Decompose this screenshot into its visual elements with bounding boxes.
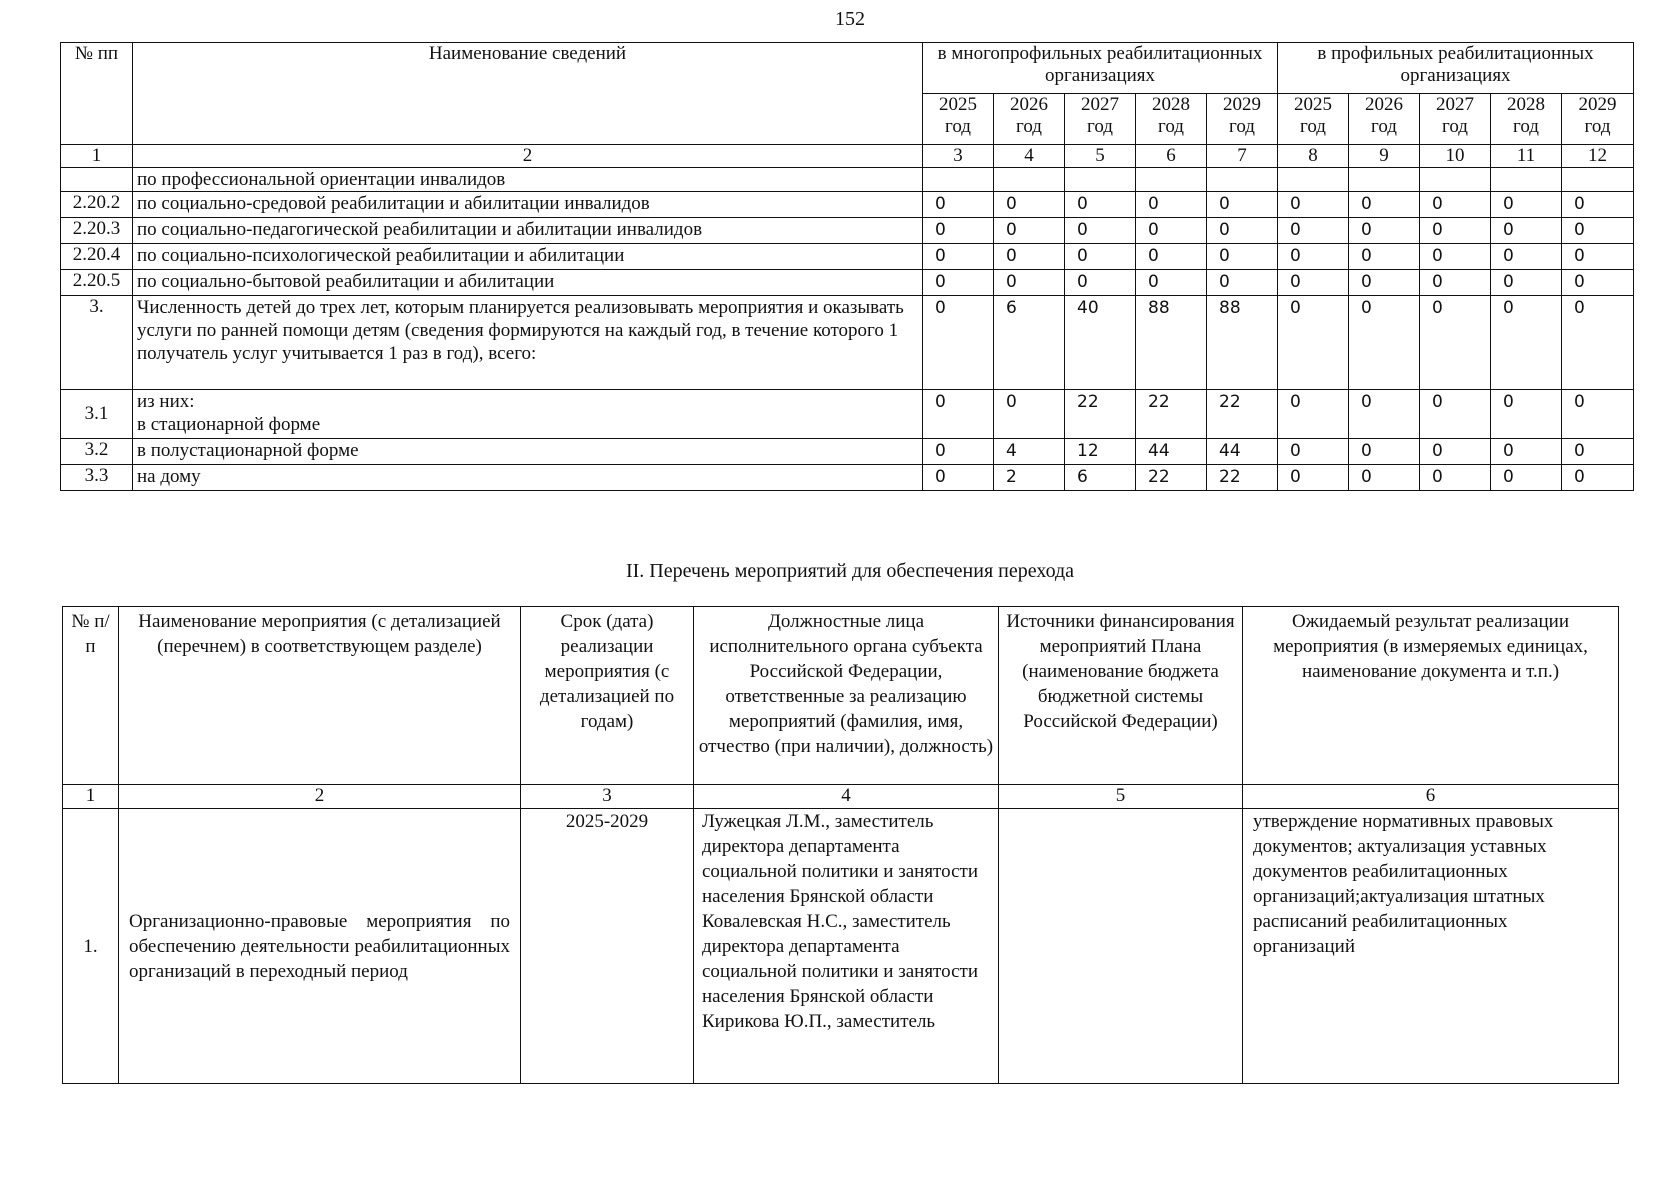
row-term: 2025-2029 bbox=[521, 809, 694, 1084]
row-value: 0 bbox=[1278, 296, 1349, 390]
row-value: 0 bbox=[1420, 270, 1491, 296]
row-value: 0 bbox=[1491, 244, 1562, 270]
row-value: 0 bbox=[1349, 270, 1420, 296]
row-value: 0 bbox=[994, 218, 1065, 244]
row-value: 0 bbox=[1136, 192, 1207, 218]
row-value: 0 bbox=[1491, 192, 1562, 218]
row-name: Численность детей до трех лет, которым планируется реализовывать мероприятия и оказывать услуги по ранней помощи детям (сведения формируются на каждый год, в течение которого 1 получатель услуг учитывается 1 раз в год), всего: bbox=[133, 296, 923, 390]
row-value: 22 bbox=[1207, 465, 1278, 491]
row-num: 2.20.4 bbox=[61, 244, 133, 270]
header-funding: Источники финансирования мероприятий Плана (наименование бюджета бюджетной системы Российской Федерации) bbox=[999, 607, 1243, 785]
column-number: 1 bbox=[63, 785, 119, 809]
column-number: 4 bbox=[694, 785, 999, 809]
row-name: по социально-бытовой реабилитации и абилитации bbox=[133, 270, 923, 296]
row-value: 12 bbox=[1065, 439, 1136, 465]
column-number: 10 bbox=[1420, 145, 1491, 168]
row-value: 0 bbox=[1420, 296, 1491, 390]
row-value: 0 bbox=[1065, 270, 1136, 296]
row-value: 0 bbox=[1136, 244, 1207, 270]
column-number: 7 bbox=[1207, 145, 1278, 168]
row-value: 0 bbox=[923, 244, 994, 270]
row-value: 0 bbox=[994, 270, 1065, 296]
row-value: 0 bbox=[923, 439, 994, 465]
header-year: 2027 год bbox=[1065, 94, 1136, 145]
row-value: 0 bbox=[1420, 465, 1491, 491]
row-value: 0 bbox=[1491, 465, 1562, 491]
header-officials: Должностные лица исполнительного органа субъекта Российской Федерации, ответственные за реализацию мероприятий (фамилия, имя, отчество (при наличии), должность) bbox=[694, 607, 999, 785]
row-value: 0 bbox=[1562, 390, 1634, 439]
row-value: 0 bbox=[1349, 244, 1420, 270]
row-value: 0 bbox=[1420, 439, 1491, 465]
row-name: по социально-средовой реабилитации и абилитации инвалидов bbox=[133, 192, 923, 218]
row-value: 0 bbox=[1278, 218, 1349, 244]
row-value: 4 bbox=[994, 439, 1065, 465]
column-number: 12 bbox=[1562, 145, 1634, 168]
row-value: 0 bbox=[1420, 192, 1491, 218]
header-year: 2025 год bbox=[1278, 94, 1349, 145]
header-year: 2028 год bbox=[1491, 94, 1562, 145]
row-name: из них: в стационарной форме bbox=[133, 390, 923, 439]
column-number: 5 bbox=[1065, 145, 1136, 168]
row-value: 0 bbox=[923, 192, 994, 218]
table-row bbox=[61, 218, 1634, 244]
row-value: 0 bbox=[1136, 270, 1207, 296]
row-value: 0 bbox=[1491, 296, 1562, 390]
header-result: Ожидаемый результат реализации мероприятия (в измеряемых единицах, наименование документа и т.п.) bbox=[1243, 607, 1619, 785]
row-value: 0 bbox=[923, 465, 994, 491]
rehab-statistics-table bbox=[60, 42, 1634, 491]
row-value: 0 bbox=[1420, 244, 1491, 270]
row-value: 0 bbox=[1562, 192, 1634, 218]
column-number: 2 bbox=[133, 145, 923, 168]
row-value: 22 bbox=[1065, 390, 1136, 439]
header-year: 2027 год bbox=[1420, 94, 1491, 145]
row-value: 0 bbox=[1349, 192, 1420, 218]
header-name: Наименование сведений bbox=[133, 43, 923, 145]
row-measure-name: Организационно-правовые мероприятия по обеспечению деятельности реабилитационных организаций в переходный период bbox=[119, 809, 521, 1084]
column-numbers-row bbox=[63, 785, 1619, 809]
row-value: 0 bbox=[1136, 218, 1207, 244]
header-row bbox=[63, 607, 1619, 785]
row-value: 0 bbox=[1349, 218, 1420, 244]
column-numbers-row bbox=[61, 145, 1634, 168]
row-value: 0 bbox=[1278, 192, 1349, 218]
header-year: 2029 год bbox=[1562, 94, 1634, 145]
row-value: 0 bbox=[1349, 465, 1420, 491]
row-value: 0 bbox=[1491, 270, 1562, 296]
row-num: 3. bbox=[61, 296, 133, 390]
row-value: 88 bbox=[1136, 296, 1207, 390]
row-value: 0 bbox=[1278, 390, 1349, 439]
row-value: 0 bbox=[1278, 270, 1349, 296]
header-year: 2029 год bbox=[1207, 94, 1278, 145]
row-value: 2 bbox=[994, 465, 1065, 491]
row-value: 0 bbox=[1420, 390, 1491, 439]
row-value: 22 bbox=[1136, 390, 1207, 439]
header-year: 2026 год bbox=[994, 94, 1065, 145]
row-value: 0 bbox=[1065, 192, 1136, 218]
row-value: 6 bbox=[1065, 465, 1136, 491]
table-row bbox=[61, 465, 1634, 491]
row-value: 0 bbox=[1207, 244, 1278, 270]
header-group-profile: в профильных реабилитационных организациях bbox=[1278, 43, 1634, 94]
row-num: 3.3 bbox=[61, 465, 133, 491]
row-value: 0 bbox=[1207, 270, 1278, 296]
row-funding bbox=[999, 809, 1243, 1084]
measures-table bbox=[62, 606, 1619, 1084]
row-value: 0 bbox=[1562, 244, 1634, 270]
column-number: 2 bbox=[119, 785, 521, 809]
table-row bbox=[61, 439, 1634, 465]
row-value: 0 bbox=[1278, 439, 1349, 465]
row-result: утверждение нормативных правовых документов; актуализация уставных документов реабилитационных организаций;актуализация штатных расписаний реабилитационных организаций bbox=[1243, 809, 1619, 1084]
row-value: 0 bbox=[994, 390, 1065, 439]
row-name: на дому bbox=[133, 465, 923, 491]
row-name: в полустационарной форме bbox=[133, 439, 923, 465]
header-group-multiprofile: в многопрофильных реабилитационных организациях bbox=[923, 43, 1278, 94]
row-num: 3.1 bbox=[61, 390, 133, 439]
table-row bbox=[61, 390, 1634, 439]
header-num: № пп bbox=[61, 43, 133, 145]
row-value: 44 bbox=[1207, 439, 1278, 465]
row-value: 22 bbox=[1136, 465, 1207, 491]
row-value: 0 bbox=[994, 244, 1065, 270]
row-value: 0 bbox=[1207, 218, 1278, 244]
table-row bbox=[61, 296, 1634, 390]
row-value: 22 bbox=[1207, 390, 1278, 439]
column-number: 1 bbox=[61, 145, 133, 168]
row-num: 1. bbox=[63, 809, 119, 1084]
row-name: по социально-психологической реабилитации и абилитации bbox=[133, 244, 923, 270]
row-value: 0 bbox=[1491, 390, 1562, 439]
row-value: 0 bbox=[1562, 465, 1634, 491]
row-value: 0 bbox=[1065, 244, 1136, 270]
row-value: 0 bbox=[1278, 244, 1349, 270]
header-term: Срок (дата) реализации мероприятия (с детализацией по годам) bbox=[521, 607, 694, 785]
row-value: 0 bbox=[1207, 192, 1278, 218]
row-name: по социально-педагогической реабилитации и абилитации инвалидов bbox=[133, 218, 923, 244]
row-value: 0 bbox=[1349, 439, 1420, 465]
row-value: 0 bbox=[923, 296, 994, 390]
column-number: 6 bbox=[1243, 785, 1619, 809]
section-title: II. Перечень мероприятий для обеспечения перехода bbox=[625, 560, 1075, 582]
page-number: 152 bbox=[835, 8, 865, 30]
row-value: 0 bbox=[1562, 296, 1634, 390]
column-number: 3 bbox=[521, 785, 694, 809]
row-value: 0 bbox=[1278, 465, 1349, 491]
row-num: 2.20.3 bbox=[61, 218, 133, 244]
column-number: 3 bbox=[923, 145, 994, 168]
table-row-continued bbox=[61, 168, 1634, 192]
row-value: 0 bbox=[1562, 439, 1634, 465]
row-value: 0 bbox=[923, 270, 994, 296]
row-value: 0 bbox=[1562, 218, 1634, 244]
row-value: 0 bbox=[1349, 296, 1420, 390]
row-num: 2.20.5 bbox=[61, 270, 133, 296]
row-value: 0 bbox=[923, 390, 994, 439]
row-value: 0 bbox=[1349, 390, 1420, 439]
row-officials: Лужецкая Л.М., заместитель директора департамента социальной политики и занятости населения Брянской области Ковалевская Н.С., заместитель директора департамента социальной политики и занятости населения Брянской области Кирикова Ю.П., заместитель bbox=[694, 809, 999, 1084]
column-number: 5 bbox=[999, 785, 1243, 809]
row-name: по профессиональной ориентации инвалидов bbox=[133, 168, 923, 192]
table-row bbox=[61, 192, 1634, 218]
row-value: 0 bbox=[1491, 218, 1562, 244]
header-measure-name: Наименование мероприятия (с детализацией (перечнем) в соответствующем разделе) bbox=[119, 607, 521, 785]
row-num: 3.2 bbox=[61, 439, 133, 465]
table-row bbox=[61, 270, 1634, 296]
row-value: 0 bbox=[923, 218, 994, 244]
row-num: 2.20.2 bbox=[61, 192, 133, 218]
header-year: 2028 год bbox=[1136, 94, 1207, 145]
row-value: 0 bbox=[1420, 218, 1491, 244]
row-value: 6 bbox=[994, 296, 1065, 390]
table-row bbox=[61, 244, 1634, 270]
column-number: 6 bbox=[1136, 145, 1207, 168]
row-value: 40 bbox=[1065, 296, 1136, 390]
column-number: 4 bbox=[994, 145, 1065, 168]
row-value: 88 bbox=[1207, 296, 1278, 390]
row-value: 0 bbox=[1065, 218, 1136, 244]
column-number: 9 bbox=[1349, 145, 1420, 168]
header-num: № п/п bbox=[63, 607, 119, 785]
row-value: 0 bbox=[994, 192, 1065, 218]
table-row bbox=[63, 809, 1619, 1084]
row-value: 44 bbox=[1136, 439, 1207, 465]
row-value: 0 bbox=[1562, 270, 1634, 296]
column-number: 11 bbox=[1491, 145, 1562, 168]
header-year: 2026 год bbox=[1349, 94, 1420, 145]
column-number: 8 bbox=[1278, 145, 1349, 168]
header-year: 2025 год bbox=[923, 94, 994, 145]
row-value: 0 bbox=[1491, 439, 1562, 465]
